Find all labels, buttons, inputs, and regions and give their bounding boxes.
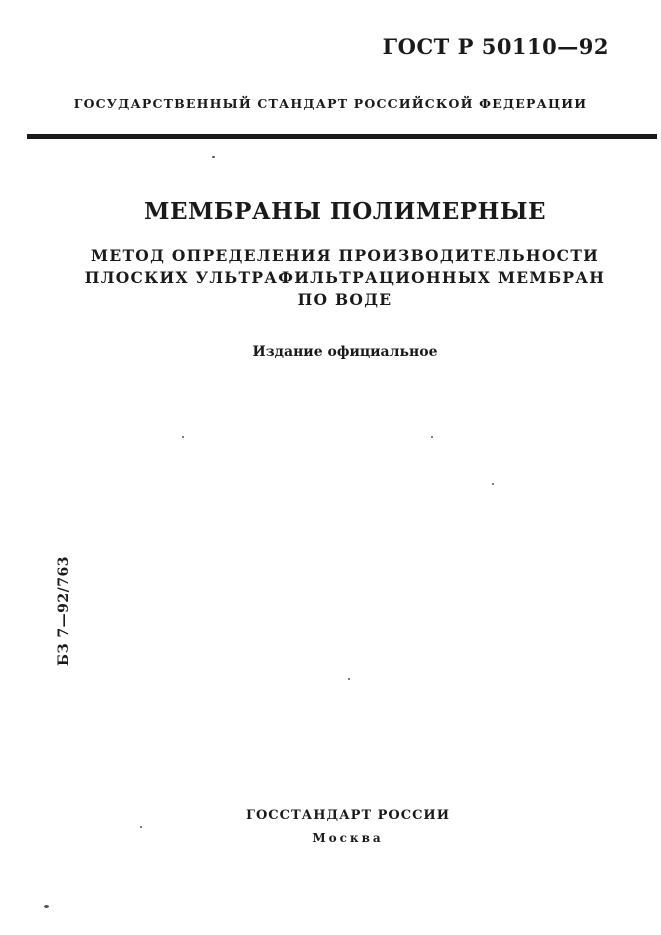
document-subtitle [0, 245, 661, 311]
document-title: МЕМБРАНЫ ПОЛИМЕРНЫЕ [143, 198, 547, 225]
publication-city: Москва [312, 831, 384, 845]
subtitle-line: ПЛОСКИХ УЛЬТРАФИЛЬТРАЦИОННЫХ МЕМБРАН [84, 268, 606, 287]
edition-note: Издание официальное [252, 344, 438, 360]
subtitle-line: МЕТОД ОПРЕДЕЛЕНИЯ ПРОИЗВОДИТЕЛЬНОСТИ [90, 246, 600, 265]
state-standard-heading: ГОСУДАРСТВЕННЫЙ СТАНДАРТ РОССИЙСКОЙ ФЕДЕРАЦИИ [73, 96, 588, 111]
gost-number: ГОСТ Р 50110—92 [382, 34, 609, 59]
publisher: ГОССТАНДАРТ РОССИИ [245, 808, 451, 823]
scan-speck [44, 905, 49, 908]
scan-speck [182, 436, 184, 438]
scan-speck [140, 826, 142, 828]
scan-speck [348, 678, 350, 680]
subtitle-line: ПО ВОДЕ [297, 290, 393, 309]
scan-speck [212, 156, 215, 158]
header-divider [27, 134, 657, 139]
side-registration-code: БЗ 7—92/763 [56, 556, 72, 666]
scan-speck [492, 483, 494, 485]
scan-speck [431, 436, 433, 438]
